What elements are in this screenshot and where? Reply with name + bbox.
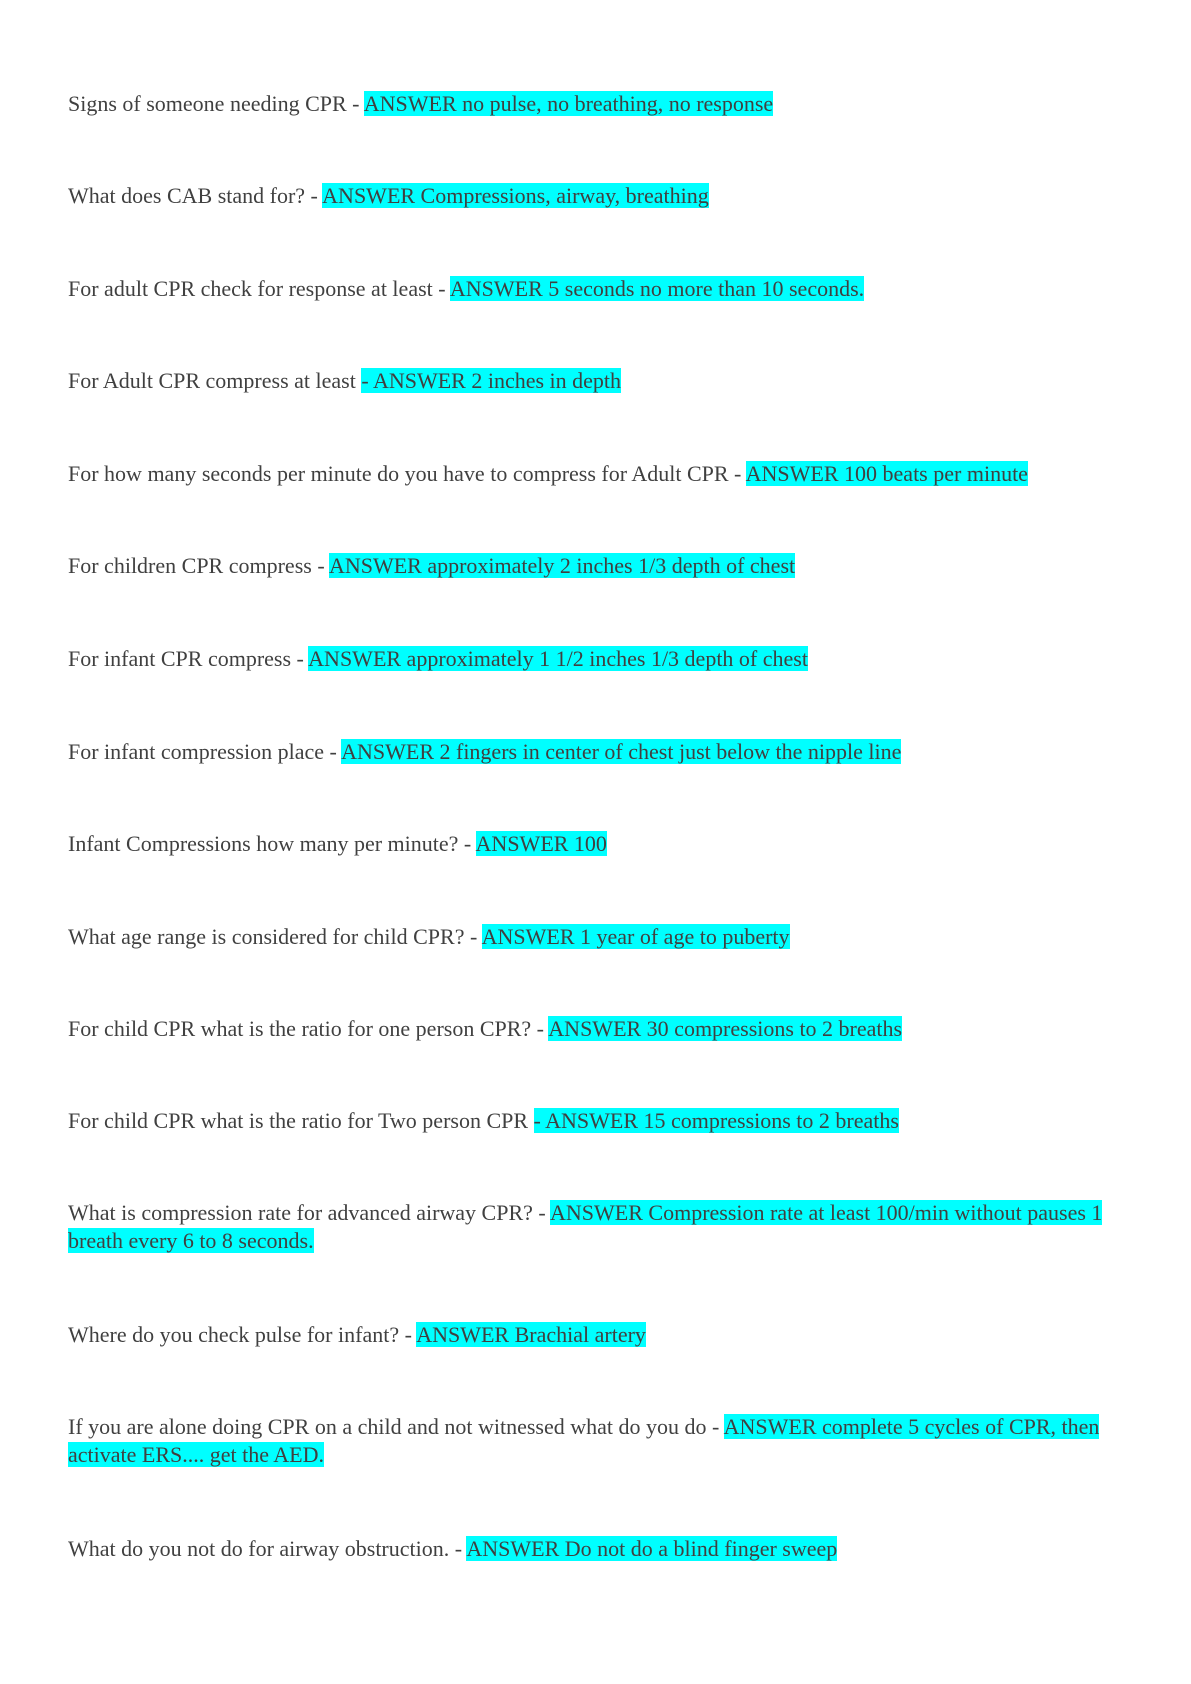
- qa-item: [68, 367, 1128, 395]
- answer-highlight: ANSWER approximately 2 inches 1/3 depth of chest: [328, 553, 796, 578]
- answer-highlight: ANSWER Brachial artery: [416, 1322, 646, 1347]
- answer-highlight: ANSWER approximately 1 1/2 inches 1/3 depth of chest: [308, 646, 808, 671]
- question-text: For child CPR what is the ratio for one person CPR? -: [68, 1016, 549, 1041]
- qa-item: [68, 830, 1128, 858]
- answer-highlight: ANSWER 5 seconds no more than 10 seconds.: [449, 276, 865, 301]
- answer-highlight: ANSWER no pulse, no breathing, no response: [363, 91, 774, 116]
- question-text: What do you not do for airway obstruction. -: [68, 1536, 467, 1561]
- answer-highlight: ANSWER 2 fingers in center of chest just below the nipple line: [341, 739, 902, 764]
- question-text: What age range is considered for child CPR? -: [68, 924, 482, 949]
- question-text: For adult CPR check for response at least -: [68, 276, 450, 301]
- question-text: For infant compression place -: [68, 739, 342, 764]
- question-text: Infant Compressions how many per minute? -: [68, 831, 476, 856]
- answer-highlight: ANSWER Compressions, airway, breathing: [322, 183, 709, 208]
- qa-item: [68, 1199, 1128, 1255]
- qa-item: [68, 552, 1128, 580]
- question-text: For child CPR what is the ratio for Two person CPR: [68, 1108, 534, 1133]
- question-text: For Adult CPR compress at least: [68, 368, 362, 393]
- qa-item: [68, 1413, 1128, 1469]
- qa-item: [68, 1535, 1128, 1563]
- question-text: Where do you check pulse for infant? -: [68, 1322, 417, 1347]
- question-text: For how many seconds per minute do you have to compress for Adult CPR -: [68, 461, 746, 486]
- qa-item: [68, 1321, 1128, 1349]
- answer-highlight: ANSWER Compression rate at least 100/min without pauses 1 breath every 6 to 8 seconds.: [68, 1200, 1103, 1253]
- answer-highlight: ANSWER Do not do a blind finger sweep: [466, 1536, 838, 1561]
- qa-item: [68, 1015, 1128, 1043]
- answer-highlight: ANSWER 100 beats per minute: [745, 461, 1028, 486]
- qa-item: [68, 182, 1128, 210]
- question-text: If you are alone doing CPR on a child and not witnessed what do you do -: [68, 1414, 724, 1439]
- answer-highlight: ANSWER 1 year of age to puberty: [481, 924, 790, 949]
- question-text: For infant CPR compress -: [68, 646, 309, 671]
- qa-item: [68, 645, 1128, 673]
- question-text: For children CPR compress -: [68, 553, 329, 578]
- qa-item: [68, 738, 1128, 766]
- qa-item: [68, 275, 1128, 303]
- question-text: What is compression rate for advanced airway CPR? -: [68, 1200, 551, 1225]
- answer-highlight: ANSWER 30 compressions to 2 breaths: [548, 1016, 903, 1041]
- qa-item: [68, 1107, 1128, 1135]
- answer-highlight: ANSWER complete 5 cycles of CPR, then activate ERS.... get the AED.: [68, 1414, 1100, 1467]
- question-text: What does CAB stand for? -: [68, 183, 323, 208]
- qa-item: [68, 460, 1128, 488]
- answer-highlight: - ANSWER 2 inches in depth: [361, 368, 622, 393]
- question-text: Signs of someone needing CPR -: [68, 91, 364, 116]
- qa-item: [68, 90, 1128, 118]
- answer-highlight: ANSWER 100: [475, 831, 607, 856]
- qa-item: [68, 923, 1128, 951]
- answer-highlight: - ANSWER 15 compressions to 2 breaths: [533, 1108, 899, 1133]
